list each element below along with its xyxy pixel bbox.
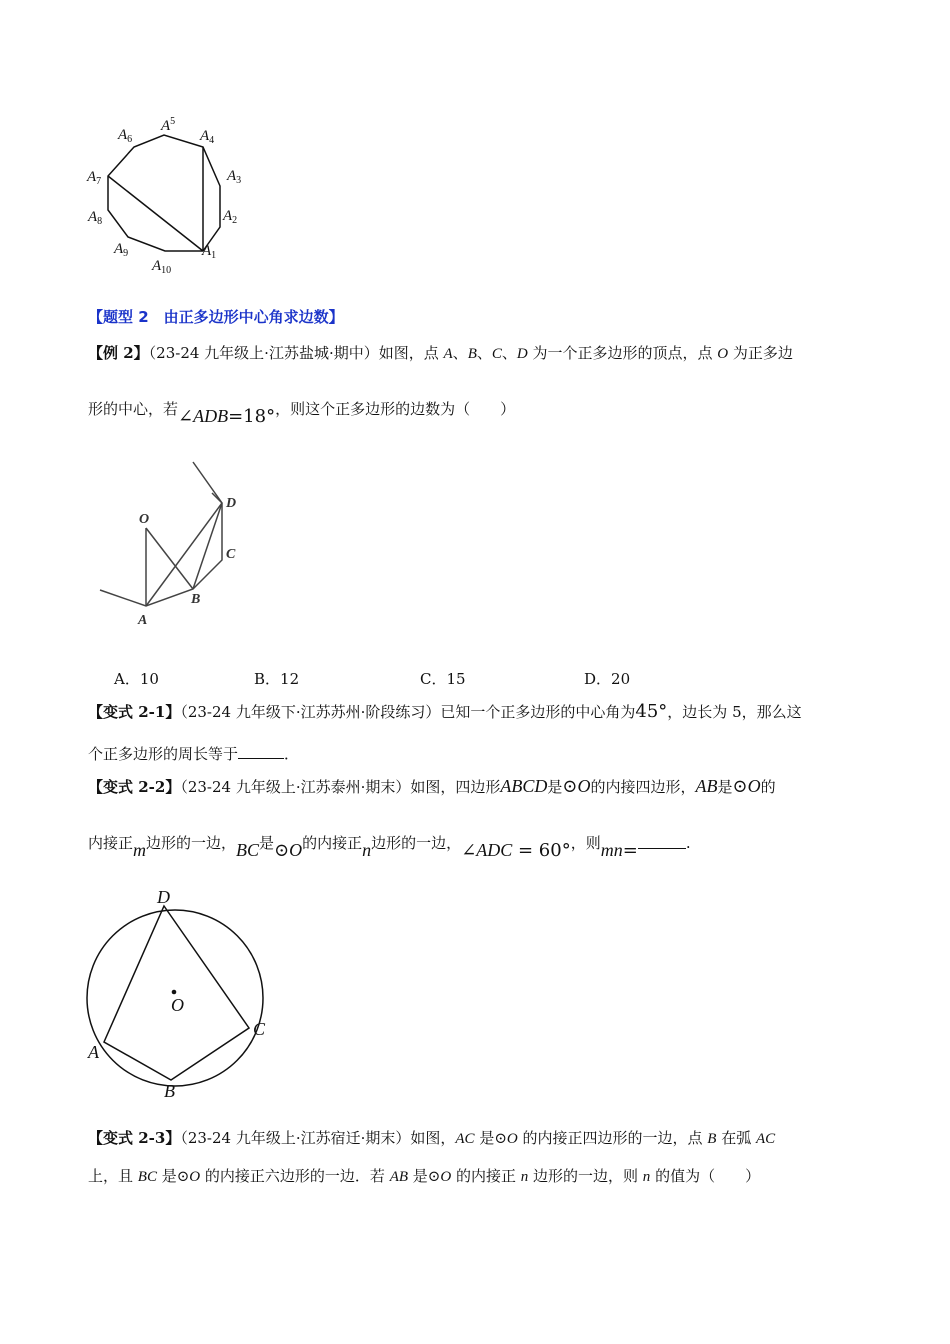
circle-figure xyxy=(80,880,280,1100)
option-c[interactable]: C．15 xyxy=(420,670,466,688)
section-heading: 【题型 2 由正多边形中心角求边数】 xyxy=(88,308,344,326)
variant22-line2: 内接正m边形的一边，BC是⊙O的内接正n边形的一边，∠ADC = 60°，则mn= . xyxy=(88,834,691,861)
label-b: B xyxy=(164,1081,175,1100)
label-a2: $A_2$ xyxy=(223,208,238,226)
variant23-line1: 【变式 2-3】（23-24 九年级上·江苏宿迁·期末）如图，AC 是⊙O 的内接正四边形的一边，点 B 在弧 AC xyxy=(88,1129,776,1147)
option-b[interactable]: B．12 xyxy=(254,670,300,688)
label-d: D xyxy=(157,887,170,907)
label-a7: $A_7$ xyxy=(87,169,102,187)
variant21-line2: 个正多边形的周长等于 ． xyxy=(88,745,300,763)
segment-bd xyxy=(193,503,222,589)
label-a: A xyxy=(138,613,148,628)
answer-blank[interactable] xyxy=(238,744,284,759)
diagonal-a1-a7 xyxy=(108,176,203,251)
label-a: A xyxy=(88,1042,99,1062)
label-a10: $A_{10}$ xyxy=(152,258,172,276)
example2-line2: 形的中心，若∠ADB=18°，则这个正多边形的边数为（ ） xyxy=(88,400,516,427)
polygon-edges xyxy=(100,462,222,606)
label-a8: $A_8$ xyxy=(88,209,103,227)
label-a4: $A_4$ xyxy=(200,128,215,146)
answer-blank-2[interactable] xyxy=(638,840,686,849)
label-d: D xyxy=(226,496,237,511)
variant22-line1: 【变式 2-2】（23-24 九年级上·江苏泰州·期末）如图，四边形ABCD是⊙O的内接四边形，AB是⊙O的 xyxy=(88,776,776,796)
variant21-line1: 【变式 2-1】（23-24 九年级下·江苏苏州·阶段练习）已知一个正多边形的中心角为45°，边长为 5，那么这 xyxy=(88,701,802,722)
quadrilateral-abcd xyxy=(104,906,249,1080)
example2-tag: 【例 2】 xyxy=(88,344,149,362)
label-b: B xyxy=(191,592,201,607)
variant23-line2: 上，且 BC 是⊙O 的内接正六边形的一边．若 AB 是⊙O 的内接正 n 边形的一边，则 n 的值为（ ） xyxy=(88,1167,761,1185)
label-o: O xyxy=(139,512,150,527)
label-a3: $A_3$ xyxy=(227,168,242,186)
variant21-tag: 【变式 2-1】 xyxy=(88,703,181,721)
segment-ob xyxy=(146,528,193,589)
example2-line1: 【例 2】（23-24 九年级上·江苏盐城·期中）如图，点 A、B、C、D 为一个正多边形的顶点，点 O 为正多边 xyxy=(88,344,793,362)
label-a1: $A_1$ xyxy=(202,243,217,261)
label-c: C xyxy=(226,547,236,562)
variant23-tag: 【变式 2-3】 xyxy=(88,1129,181,1147)
label-a9: $A_9$ xyxy=(114,241,129,259)
option-a[interactable]: A．10 xyxy=(114,670,159,688)
decagon-figure xyxy=(80,110,270,280)
polygon-center-figure xyxy=(90,455,260,635)
variant22-tag: 【变式 2-2】 xyxy=(88,778,181,796)
option-d[interactable]: D．20 xyxy=(584,670,631,688)
label-o: O xyxy=(171,995,184,1015)
label-c: C xyxy=(253,1019,266,1039)
label-a6: $A_6$ xyxy=(118,127,133,145)
label-a5: $A^5$ xyxy=(161,116,176,134)
center-dot xyxy=(172,990,177,995)
angle-adb: ∠ADB xyxy=(178,406,229,426)
segment-ad xyxy=(146,503,222,606)
